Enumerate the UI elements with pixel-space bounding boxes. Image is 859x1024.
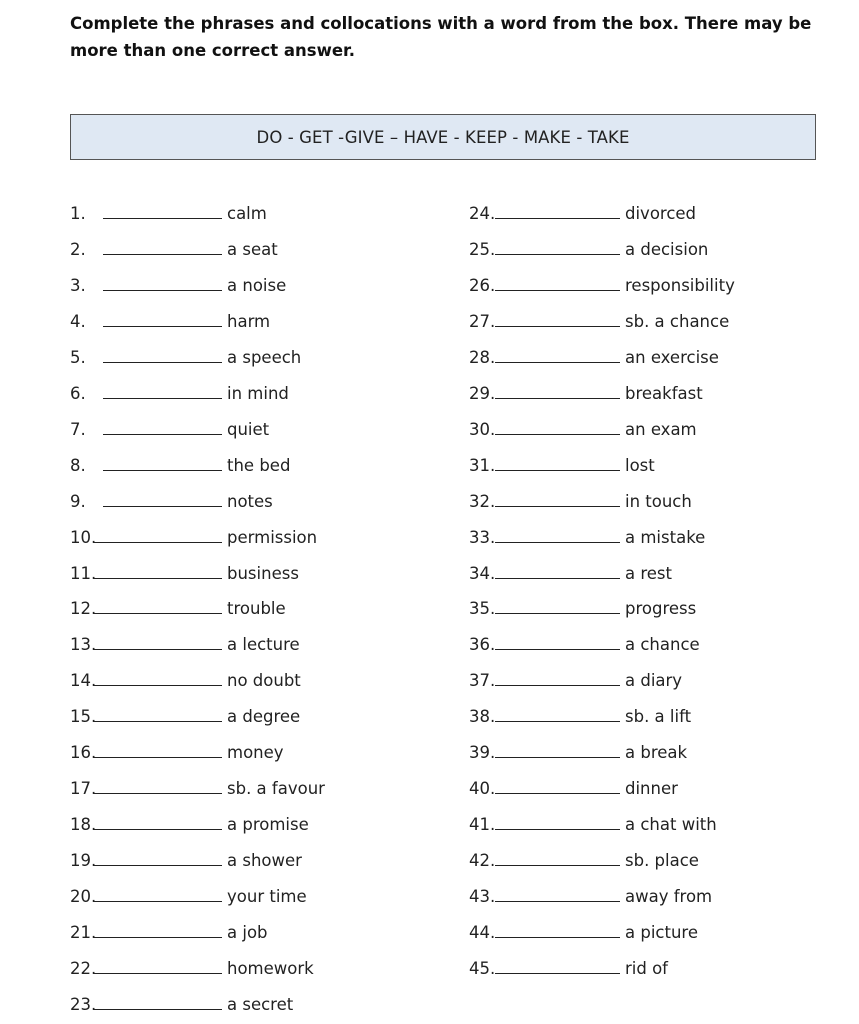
answer-blank[interactable] [495,829,620,830]
item-number: 41. [469,815,496,835]
answer-blank[interactable] [93,578,222,579]
exercise-item [70,559,299,583]
item-number: 8. [70,455,86,475]
phrase-text: a speech [227,347,302,367]
exercise-item [70,990,293,1014]
phrase-text: a diary [625,671,683,691]
answer-blank[interactable] [93,721,222,722]
phrase-text: sb. a chance [625,311,730,331]
phrase-text: progress [625,599,697,619]
exercise-item [70,702,300,726]
phrase-text: a decision [625,239,709,259]
phrase-text: money [227,743,284,763]
answer-blank[interactable] [495,542,620,543]
item-number: 1. [70,204,86,223]
item-number: 22. [70,958,97,978]
item-number: 23. [70,994,97,1014]
phrase-text: the bed [227,455,291,475]
answer-blank[interactable] [93,793,222,794]
answer-blank[interactable] [103,470,222,471]
item-number: 18. [70,815,97,835]
phrase-text: a break [625,743,688,763]
exercise-item [70,343,301,367]
answer-blank[interactable] [495,901,620,902]
phrase-text: a promise [227,815,309,835]
phrase-text: an exam [625,419,697,439]
item-number: 6. [70,383,86,403]
answer-blank[interactable] [93,865,222,866]
phrase-text: quiet [227,419,270,439]
phrase-text: away from [625,887,713,907]
exercise-item [70,774,325,798]
answer-blank[interactable] [495,649,620,650]
exercise-item [469,738,687,762]
exercise-item [70,666,301,690]
item-number: 43. [469,887,496,907]
phrase-text: dinner [625,779,678,799]
phrase-text: a degree [227,707,301,727]
item-number: 4. [70,311,86,331]
exercise-item [469,882,712,906]
answer-blank[interactable] [495,721,620,722]
exercise-item [469,810,717,834]
exercise-item [70,307,270,331]
phrase-text: homework [227,958,314,978]
phrase-text: business [227,563,299,583]
answer-blank[interactable] [495,326,620,327]
exercise-item [469,379,703,403]
item-number: 39. [469,743,496,763]
item-number: 33. [469,527,496,547]
exercise-item [469,774,678,798]
phrase-text: a rest [625,563,672,583]
answer-blank[interactable] [93,649,222,650]
phrase-text: a chance [625,635,700,655]
exercise-item [70,451,290,475]
item-number: 30. [469,419,496,439]
item-number: 14. [70,671,97,691]
phrase-text: rid of [625,958,668,978]
exercise-item [70,379,289,403]
answer-blank[interactable] [103,362,222,363]
phrase-text: a seat [227,239,278,259]
item-number: 44. [469,923,496,942]
phrase-text: breakfast [625,383,703,403]
answer-blank[interactable] [93,973,222,974]
item-number: 45. [469,958,496,978]
phrase-text: permission [227,527,318,547]
item-number: 9. [70,491,86,511]
item-number: 37. [469,671,496,691]
answer-blank[interactable] [495,254,620,255]
answer-blank[interactable] [495,793,620,794]
answer-blank[interactable] [495,218,620,219]
item-number: 28. [469,347,496,367]
item-number: 11. [70,563,97,583]
word-box [70,114,816,160]
item-number: 38. [469,707,496,727]
exercise-item [469,307,729,331]
answer-blank[interactable] [103,218,222,219]
item-number: 26. [469,275,496,295]
item-number: 2. [70,239,86,259]
exercise-item [70,954,314,978]
answer-blank[interactable] [103,290,222,291]
answer-blank[interactable] [103,434,222,435]
phrase-text: calm [227,204,267,223]
item-number: 10. [70,527,97,547]
answer-blank[interactable] [93,542,222,543]
exercise-item [469,559,672,583]
exercise-item [70,199,267,223]
exercise-item [70,918,268,942]
item-number: 27. [469,311,496,331]
item-number: 32. [469,491,496,511]
answer-blank[interactable] [93,757,222,758]
answer-blank[interactable] [495,578,620,579]
exercise-item [469,487,692,511]
phrase-text: a job [227,923,268,942]
answer-blank[interactable] [93,901,222,902]
item-number: 16. [70,743,97,763]
item-number: 25. [469,239,496,259]
phrase-text: a secret [227,994,294,1014]
answer-blank[interactable] [103,254,222,255]
exercise-item [70,487,273,511]
exercise-item [469,702,691,726]
exercise-item [70,271,286,295]
word-box-text: DO - GET -GIVE – HAVE - KEEP - MAKE - TAKE [256,127,630,147]
exercise-item [70,810,309,834]
phrase-text: sb. place [625,851,699,871]
item-number: 15. [70,707,97,727]
item-number: 7. [70,419,86,439]
phrase-text: in touch [625,491,692,511]
item-number: 12. [70,599,97,619]
answer-blank[interactable] [495,290,620,291]
item-number: 36. [469,635,496,655]
item-number: 31. [469,455,496,475]
exercise-item [469,523,705,547]
phrase-text: lost [625,455,655,475]
answer-blank[interactable] [93,1009,222,1010]
phrase-text: sb. a lift [625,707,692,727]
item-number: 29. [469,383,496,403]
exercise-item [469,954,668,978]
answer-blank[interactable] [103,326,222,327]
answer-blank[interactable] [103,398,222,399]
answer-blank[interactable] [495,613,620,614]
exercise-item [469,199,696,223]
exercise-item [70,738,284,762]
item-number: 17. [70,779,97,799]
phrase-text: divorced [625,204,697,223]
item-number: 3. [70,275,86,295]
item-number: 20. [70,887,97,907]
item-number: 24. [469,204,496,223]
exercise-item [70,594,286,618]
answer-blank[interactable] [495,937,620,938]
answer-blank[interactable] [495,470,620,471]
item-number: 42. [469,851,496,871]
item-number: 19. [70,851,97,871]
exercise-item [70,523,317,547]
exercise-item [469,271,735,295]
item-number: 40. [469,779,496,799]
exercise-item [469,918,698,942]
phrase-text: notes [227,491,273,511]
answer-blank[interactable] [495,362,620,363]
phrase-text: no doubt [227,671,301,691]
phrase-text: an exercise [625,347,719,367]
phrase-text: a noise [227,275,287,295]
answer-blank[interactable] [495,506,620,507]
answer-blank[interactable] [495,685,620,686]
item-number: 21. [70,923,97,942]
answer-blank[interactable] [495,973,620,974]
answer-blank[interactable] [495,865,620,866]
answer-blank[interactable] [495,434,620,435]
phrase-text: responsibility [625,275,735,295]
phrase-text: a chat with [625,815,717,835]
answer-blank[interactable] [495,398,620,399]
exercise-item [70,846,302,870]
phrase-text: a mistake [625,527,706,547]
answer-blank[interactable] [93,937,222,938]
phrase-text: your time [227,887,307,907]
phrase-text: harm [227,311,271,331]
phrase-text: sb. a favour [227,779,325,799]
phrase-text: trouble [227,599,286,619]
exercise-item [469,451,655,475]
exercise-item [469,415,697,439]
answer-blank[interactable] [93,685,222,686]
item-number: 5. [70,347,86,367]
phrase-text: a shower [227,851,302,871]
exercise-item [469,630,700,654]
exercise-item [70,415,269,439]
phrase-text: a picture [625,923,698,942]
exercise-item [469,846,699,870]
exercise-item [469,666,682,690]
exercise-item [469,235,708,259]
item-number: 34. [469,563,496,583]
exercise-item [469,594,696,618]
item-number: 13. [70,635,97,655]
exercise-item [70,882,307,906]
phrase-text: in mind [227,383,289,403]
answer-blank[interactable] [93,613,222,614]
instructions: Complete the phrases and collocations with a word from the box. There may be more than one correct answer. [70,14,812,60]
exercise-item [70,235,278,259]
exercise-item [70,630,300,654]
answer-blank[interactable] [93,829,222,830]
exercise-item [469,343,719,367]
phrase-text: a lecture [227,635,300,655]
item-number: 35. [469,599,496,619]
answer-blank[interactable] [103,506,222,507]
answer-blank[interactable] [495,757,620,758]
